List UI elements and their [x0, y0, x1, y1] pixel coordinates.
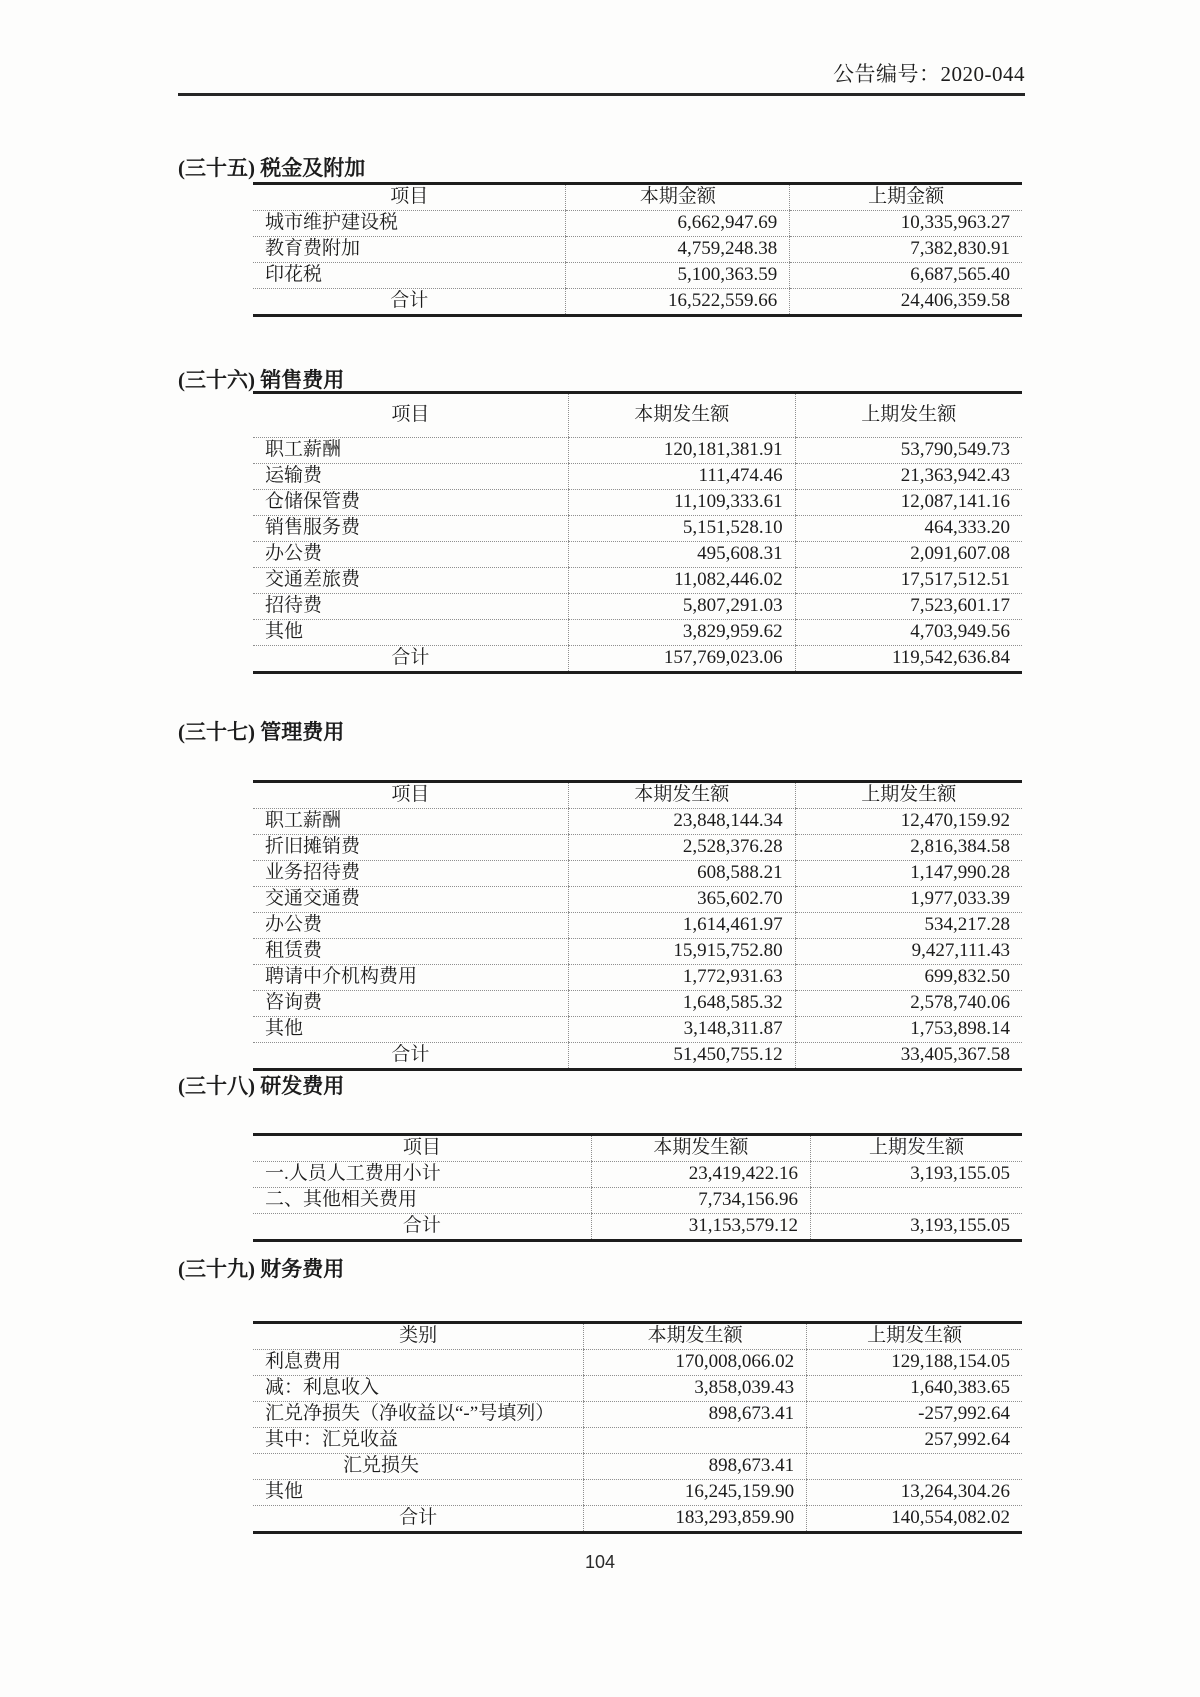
table-row [253, 965, 1022, 991]
current-amount: 2,528,376.28 [568, 835, 795, 861]
table-total-row [253, 1043, 1022, 1070]
col-header: 上期发生额 [807, 1323, 1022, 1350]
table-row [253, 1162, 1022, 1188]
section-index: (三十五) [178, 156, 255, 180]
section-heading-39 [178, 1253, 344, 1283]
row-label: 二、其他相关费用 [253, 1188, 591, 1214]
current-amount: 1,614,461.97 [568, 913, 795, 939]
current-amount: 1,648,585.32 [568, 991, 795, 1017]
table-total-row [253, 1506, 1022, 1533]
row-label: 教育费附加 [253, 237, 566, 263]
col-header: 本期金额 [566, 184, 790, 211]
prior-amount [807, 1454, 1022, 1480]
row-label: 减：利息收入 [253, 1376, 584, 1402]
row-label: 交通交通费 [253, 887, 568, 913]
current-amount: 898,673.41 [584, 1402, 807, 1428]
prior-total: 119,542,636.84 [795, 646, 1022, 673]
col-header: 本期发生额 [568, 782, 795, 809]
col-header: 本期发生额 [584, 1323, 807, 1350]
table-row [253, 835, 1022, 861]
table-total-row [253, 646, 1022, 673]
row-label: 折旧摊销费 [253, 835, 568, 861]
current-amount: 1,772,931.63 [568, 965, 795, 991]
prior-amount [811, 1188, 1022, 1214]
current-total: 16,522,559.66 [566, 289, 790, 316]
total-label: 合计 [253, 646, 568, 673]
col-header: 项目 [253, 184, 566, 211]
prior-amount: 12,087,141.16 [795, 490, 1022, 516]
table-row [253, 620, 1022, 646]
table-row [253, 991, 1022, 1017]
row-label: 办公费 [253, 913, 568, 939]
row-label: 业务招待费 [253, 861, 568, 887]
prior-amount: 13,264,304.26 [807, 1480, 1022, 1506]
table-row [253, 913, 1022, 939]
row-label: 一.人员人工费用小计 [253, 1162, 591, 1188]
col-header: 上期发生额 [795, 393, 1022, 438]
table-row [253, 1454, 1022, 1480]
table-admin-expenses [253, 780, 1022, 1071]
table-header-row [253, 393, 1022, 438]
section-title: 税金及附加 [260, 156, 366, 180]
table-total-row [253, 289, 1022, 316]
table-row [253, 516, 1022, 542]
prior-amount: 464,333.20 [795, 516, 1022, 542]
prior-amount: 3,193,155.05 [811, 1162, 1022, 1188]
table-rd-expenses [253, 1133, 1022, 1242]
row-label: 其中：汇兑收益 [253, 1428, 584, 1454]
current-amount: 111,474.46 [568, 464, 795, 490]
table-row [253, 438, 1022, 464]
prior-amount: 2,578,740.06 [795, 991, 1022, 1017]
prior-amount: 534,217.28 [795, 913, 1022, 939]
col-header: 项目 [253, 782, 568, 809]
table-header-row [253, 1135, 1022, 1162]
table-row [253, 1428, 1022, 1454]
row-label: 其他 [253, 1480, 584, 1506]
table-row [253, 861, 1022, 887]
current-amount: 4,759,248.38 [566, 237, 790, 263]
current-total: 157,769,023.06 [568, 646, 795, 673]
row-label: 汇兑损失 [253, 1454, 584, 1480]
prior-amount: 9,427,111.43 [795, 939, 1022, 965]
section-title: 销售费用 [260, 368, 345, 392]
col-header: 项目 [253, 393, 568, 438]
row-label: 租赁费 [253, 939, 568, 965]
table-row [253, 809, 1022, 835]
header-rule [178, 93, 1025, 96]
doc-number: 公告编号：2020-044 [833, 62, 1025, 86]
col-header: 本期发生额 [568, 393, 795, 438]
table-total-row [253, 1214, 1022, 1241]
section-index: (三十七) [178, 720, 255, 744]
current-amount: 11,082,446.02 [568, 568, 795, 594]
section-title: 财务费用 [260, 1257, 345, 1281]
row-label: 印花税 [253, 263, 566, 289]
row-label: 销售服务费 [253, 516, 568, 542]
row-label: 其他 [253, 620, 568, 646]
current-total: 51,450,755.12 [568, 1043, 795, 1070]
table-row [253, 568, 1022, 594]
current-amount: 170,008,066.02 [584, 1350, 807, 1376]
prior-amount: 7,382,830.91 [790, 237, 1022, 263]
table-row [253, 1017, 1022, 1043]
current-amount: 3,829,959.62 [568, 620, 795, 646]
current-amount: 120,181,381.91 [568, 438, 795, 464]
prior-amount: 17,517,512.51 [795, 568, 1022, 594]
row-label: 聘请中介机构费用 [253, 965, 568, 991]
prior-amount: 4,703,949.56 [795, 620, 1022, 646]
section-title: 管理费用 [260, 720, 345, 744]
current-amount: 898,673.41 [584, 1454, 807, 1480]
section-index: (三十八) [178, 1074, 255, 1098]
row-label: 办公费 [253, 542, 568, 568]
table-header-row [253, 184, 1022, 211]
col-header: 项目 [253, 1135, 591, 1162]
prior-amount: 2,816,384.58 [795, 835, 1022, 861]
prior-amount: 12,470,159.92 [795, 809, 1022, 835]
table-row [253, 1350, 1022, 1376]
current-amount: 7,734,156.96 [591, 1188, 810, 1214]
row-label: 其他 [253, 1017, 568, 1043]
table-row [253, 939, 1022, 965]
total-label: 合计 [253, 1214, 591, 1241]
current-amount: 365,602.70 [568, 887, 795, 913]
row-label: 职工薪酬 [253, 809, 568, 835]
prior-amount: 1,977,033.39 [795, 887, 1022, 913]
table-row [253, 594, 1022, 620]
table-header-row [253, 782, 1022, 809]
prior-amount: 7,523,601.17 [795, 594, 1022, 620]
table-row [253, 490, 1022, 516]
current-amount: 6,662,947.69 [566, 211, 790, 237]
prior-amount: 699,832.50 [795, 965, 1022, 991]
table-row [253, 1188, 1022, 1214]
section-heading-38 [178, 1070, 344, 1100]
prior-amount: 2,091,607.08 [795, 542, 1022, 568]
total-label: 合计 [253, 1506, 584, 1533]
table-row [253, 237, 1022, 263]
prior-amount: 21,363,942.43 [795, 464, 1022, 490]
row-label: 职工薪酬 [253, 438, 568, 464]
prior-amount: 1,640,383.65 [807, 1376, 1022, 1402]
section-heading-36 [178, 364, 344, 394]
current-amount: 23,848,144.34 [568, 809, 795, 835]
prior-amount: 10,335,963.27 [790, 211, 1022, 237]
current-amount: 3,148,311.87 [568, 1017, 795, 1043]
section-index: (三十六) [178, 368, 255, 392]
prior-amount: 6,687,565.40 [790, 263, 1022, 289]
table-selling-expenses [253, 391, 1022, 674]
col-header: 上期发生额 [811, 1135, 1022, 1162]
current-amount: 5,807,291.03 [568, 594, 795, 620]
current-amount: 11,109,333.61 [568, 490, 795, 516]
section-title: 研发费用 [260, 1074, 345, 1098]
prior-amount: 257,992.64 [807, 1428, 1022, 1454]
current-total: 183,293,859.90 [584, 1506, 807, 1533]
total-label: 合计 [253, 1043, 568, 1070]
col-header: 上期金额 [790, 184, 1022, 211]
current-amount: 5,151,528.10 [568, 516, 795, 542]
page-number: 104 [584, 1552, 616, 1572]
section-heading-37 [178, 716, 344, 746]
current-amount: 23,419,422.16 [591, 1162, 810, 1188]
prior-total: 33,405,367.58 [795, 1043, 1022, 1070]
total-label: 合计 [253, 289, 566, 316]
table-row [253, 1480, 1022, 1506]
row-label: 咨询费 [253, 991, 568, 1017]
current-amount: 3,858,039.43 [584, 1376, 807, 1402]
table-taxes-surcharges [253, 182, 1022, 317]
current-amount: 495,608.31 [568, 542, 795, 568]
col-header: 上期发生额 [795, 782, 1022, 809]
current-amount: 5,100,363.59 [566, 263, 790, 289]
current-amount: 608,588.21 [568, 861, 795, 887]
prior-amount: 53,790,549.73 [795, 438, 1022, 464]
row-label: 招待费 [253, 594, 568, 620]
row-label: 仓储保管费 [253, 490, 568, 516]
table-row [253, 887, 1022, 913]
col-header: 本期发生额 [591, 1135, 810, 1162]
current-amount: 15,915,752.80 [568, 939, 795, 965]
prior-total: 24,406,359.58 [790, 289, 1022, 316]
table-row [253, 1402, 1022, 1428]
table-row [253, 464, 1022, 490]
current-total: 31,153,579.12 [591, 1214, 810, 1241]
prior-amount: -257,992.64 [807, 1402, 1022, 1428]
row-label: 城市维护建设税 [253, 211, 566, 237]
row-label: 交通差旅费 [253, 568, 568, 594]
table-row [253, 542, 1022, 568]
prior-amount: 1,147,990.28 [795, 861, 1022, 887]
table-finance-expenses [253, 1321, 1022, 1534]
table-row [253, 211, 1022, 237]
section-index: (三十九) [178, 1257, 255, 1281]
row-label: 运输费 [253, 464, 568, 490]
current-amount [584, 1428, 807, 1454]
row-label: 利息费用 [253, 1350, 584, 1376]
table-header-row [253, 1323, 1022, 1350]
prior-total: 140,554,082.02 [807, 1506, 1022, 1533]
prior-amount: 1,753,898.14 [795, 1017, 1022, 1043]
table-row [253, 263, 1022, 289]
current-amount: 16,245,159.90 [584, 1480, 807, 1506]
row-label: 汇兑净损失（净收益以“-”号填列） [253, 1402, 584, 1428]
prior-total: 3,193,155.05 [811, 1214, 1022, 1241]
table-row [253, 1376, 1022, 1402]
prior-amount: 129,188,154.05 [807, 1350, 1022, 1376]
col-header: 类别 [253, 1323, 584, 1350]
section-heading-35 [178, 152, 365, 182]
